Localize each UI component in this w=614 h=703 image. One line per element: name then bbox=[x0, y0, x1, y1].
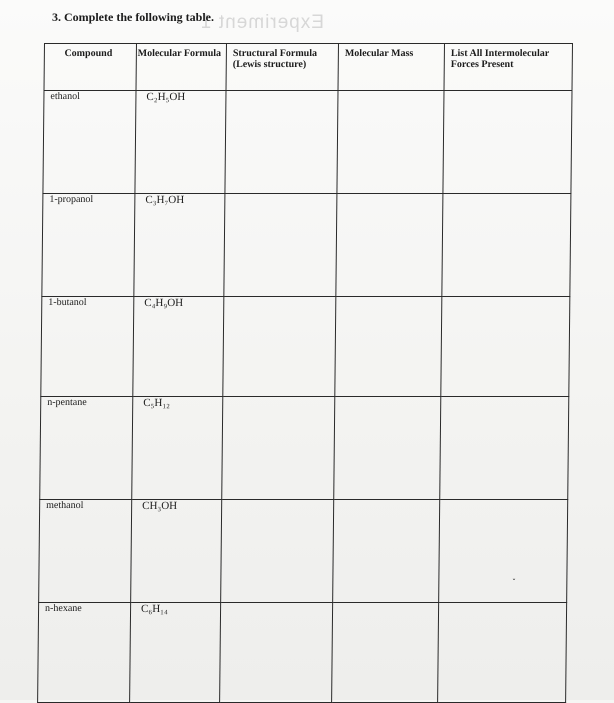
molecular-formula: C₆H₁₄ bbox=[130, 603, 221, 703]
table-row bbox=[40, 397, 569, 500]
table-row bbox=[42, 194, 571, 297]
header-structural-formula: Structural Formula (Lewis structure) bbox=[226, 44, 338, 91]
table-header-row bbox=[44, 44, 572, 91]
molecular-mass-cell[interactable] bbox=[332, 603, 439, 703]
intermolecular-forces-cell[interactable] bbox=[443, 91, 572, 194]
header-compound: Compound bbox=[44, 44, 136, 91]
table-row bbox=[39, 500, 568, 603]
intermolecular-forces-cell[interactable] bbox=[442, 194, 571, 297]
structural-formula-cell[interactable] bbox=[220, 603, 333, 703]
table-row bbox=[43, 91, 572, 194]
compound-table bbox=[37, 43, 573, 703]
intermolecular-forces-cell[interactable] bbox=[441, 297, 570, 397]
molecular-mass-cell[interactable] bbox=[336, 194, 443, 297]
molecular-mass-cell[interactable] bbox=[335, 297, 442, 397]
structural-formula-cell[interactable] bbox=[225, 91, 338, 194]
intermolecular-forces-cell[interactable] bbox=[439, 500, 568, 603]
compound-name: methanol bbox=[39, 500, 132, 603]
structural-formula-cell[interactable] bbox=[224, 194, 337, 297]
molecular-formula: C₅H₁₂ bbox=[132, 397, 223, 500]
header-intermolecular-forces: List All Intermolecular Forces Present bbox=[444, 44, 572, 91]
bleed-through-text: Experiment 1 bbox=[200, 12, 324, 33]
compound-name: 1-butanol bbox=[41, 297, 134, 397]
molecular-mass-cell[interactable] bbox=[333, 500, 440, 603]
header-molecular-formula: Molecular Formula bbox=[136, 44, 226, 91]
structural-formula-cell[interactable] bbox=[222, 397, 335, 500]
header-molecular-mass: Molecular Mass bbox=[338, 44, 444, 91]
molecular-formula: C₂H₅OH bbox=[135, 91, 226, 194]
intermolecular-forces-cell[interactable] bbox=[440, 397, 569, 500]
intermolecular-forces-cell[interactable] bbox=[438, 603, 567, 703]
compound-name: n-hexane bbox=[38, 603, 131, 703]
compound-name: ethanol bbox=[43, 91, 136, 194]
molecular-formula: C₄H₉OH bbox=[133, 297, 224, 397]
structural-formula-cell[interactable] bbox=[221, 500, 334, 603]
molecular-formula: C₃H₇OH bbox=[134, 194, 225, 297]
compound-name: 1-propanol bbox=[42, 194, 135, 297]
table-row bbox=[38, 603, 567, 703]
molecular-mass-cell[interactable] bbox=[334, 397, 441, 500]
stray-pen-mark: ˯ bbox=[512, 567, 516, 581]
instruction-text: 3. Complete the following table. bbox=[52, 10, 214, 24]
molecular-formula: CH₃OH bbox=[131, 500, 222, 603]
molecular-mass-cell[interactable] bbox=[337, 91, 444, 194]
structural-formula-cell[interactable] bbox=[223, 297, 336, 397]
compound-name: n-pentane bbox=[40, 397, 133, 500]
table-row bbox=[41, 297, 570, 397]
